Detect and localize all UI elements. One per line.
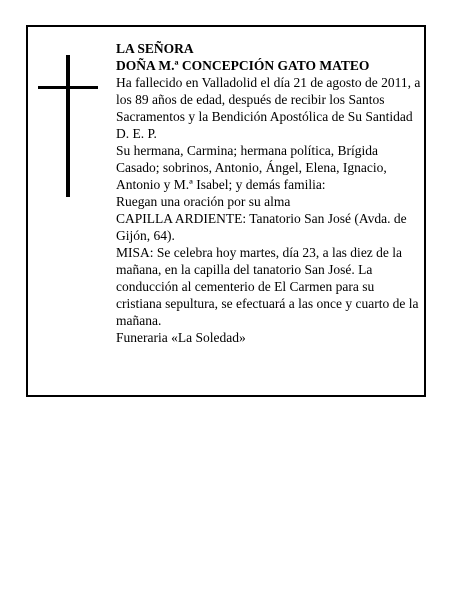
- cross-vertical-bar: [66, 55, 70, 197]
- notice-title: LA SEÑORA: [116, 41, 194, 56]
- mass-details: MISA: Se celebra hoy martes, día 23, a las diez de la mañana, en la capilla del tanatorio San José. La conducción al cementerio de El Carmen para su cristiana sepultura, se efectuará a las once y cuarto de la mañana.: [116, 245, 419, 328]
- death-announcement: Ha fallecido en Valladolid el día 21 de agosto de 2011, a los 89 años de edad, después de recibir los Santos Sacramentos y la Bendición Apostólica de Su Santidad D. E. P.: [116, 75, 421, 141]
- chapel-location: CAPILLA ARDIENTE: Tanatorio San José (Avda. de Gijón, 64).: [116, 211, 407, 243]
- cross-icon: [38, 55, 98, 197]
- deceased-name: DOÑA M.ª CONCEPCIÓN GATO MATEO: [116, 58, 370, 73]
- funeral-home: Funeraria «La Soledad»: [116, 330, 246, 345]
- prayer-request: Ruegan una oración por su alma: [116, 194, 291, 209]
- notice-body: [116, 40, 422, 346]
- cross-horizontal-bar: [38, 86, 98, 89]
- obituary-notice: [26, 25, 426, 397]
- family-members: Su hermana, Carmina; hermana política, Brígida Casado; sobrinos, Antonio, Ángel, Elena, Ignacio, Antonio y M.ª Isabel; y demás familia:: [116, 143, 387, 192]
